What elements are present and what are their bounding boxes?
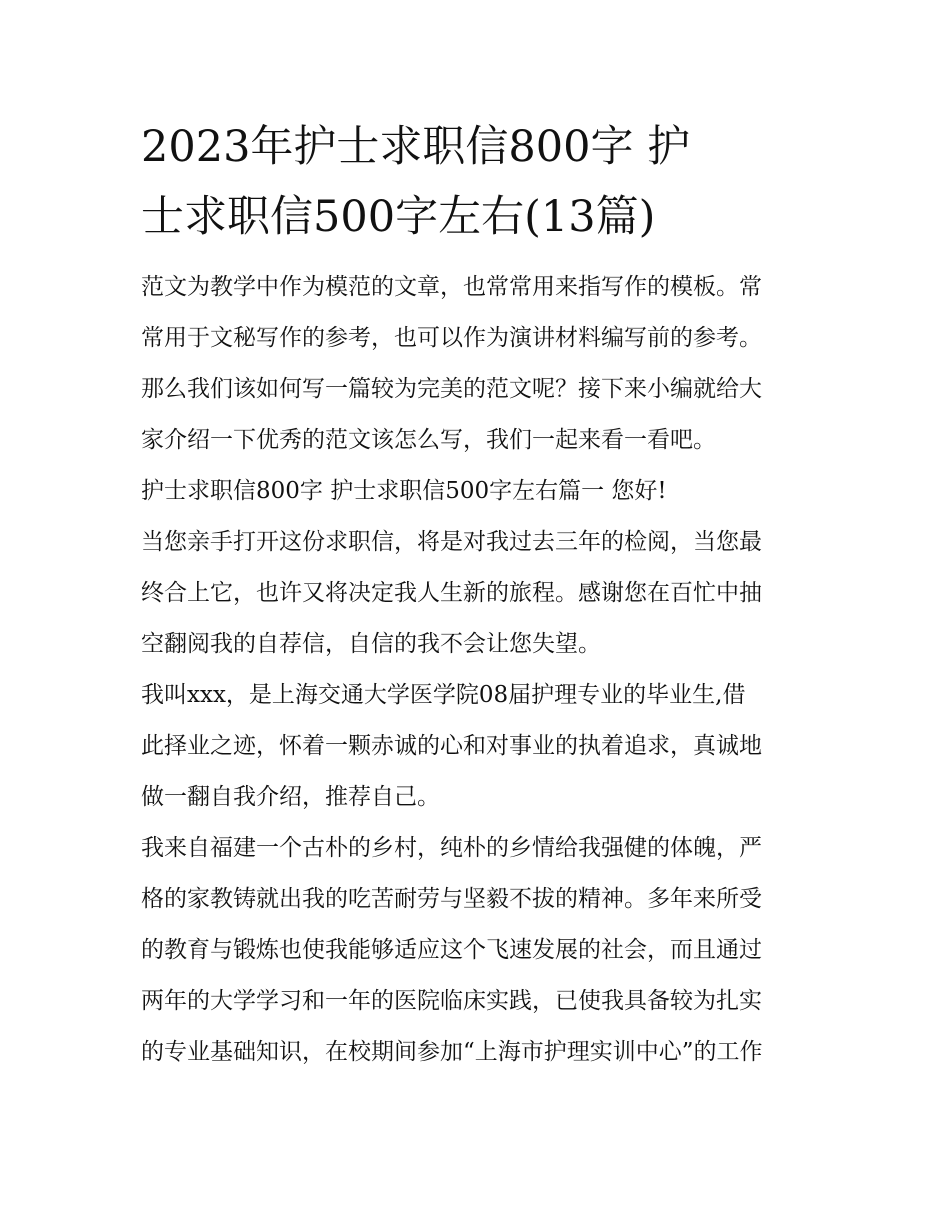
paragraph-line: 空翻阅我的自荐信，自信的我不会让您失望。	[141, 631, 601, 657]
paragraph-line: 护士求职信800字 护士求职信500字左右篇一 您好!	[141, 478, 667, 504]
document-content	[141, 112, 813, 1078]
section-heading-paragraph	[141, 466, 813, 517]
title-line: 2023年护士求职信800字 护	[141, 122, 691, 172]
paragraph-line: 那么我们该如何写一篇较为完美的范文呢？接下来小编就给大	[141, 376, 762, 402]
paragraph-line: 终合上它，也许又将决定我人生新的旅程。感谢您在百忙中抽	[141, 580, 762, 606]
paragraph-line: 我叫xxx，是上海交通大学医学院08届护理专业的毕业生,借	[141, 682, 746, 708]
document-title	[141, 112, 813, 252]
paragraph-line: 家介绍一下优秀的范文该怎么写，我们一起来看一看吧。	[141, 427, 716, 453]
body-paragraph	[141, 517, 813, 670]
paragraph-line: 当您亲手打开这份求职信，将是对我过去三年的检阅，当您最	[141, 529, 762, 555]
paragraph-line: 做一翻自我介绍，推荐自己。	[141, 784, 440, 810]
paragraph-line: 两年的大学学习和一年的医院临床实践，已使我具备较为扎实	[141, 988, 762, 1014]
paragraph-line: 范文为教学中作为模范的文章，也常常用来指写作的模板。常	[141, 274, 762, 300]
body-paragraph	[141, 670, 813, 823]
paragraph-line: 格的家教铸就出我的吃苦耐劳与坚毅不拔的精神。多年来所受	[141, 886, 762, 912]
paragraph-line: 的教育与锻炼也使我能够适应这个飞速发展的社会，而且通过	[141, 937, 762, 963]
paragraph-line: 的专业基础知识，在校期间参加“上海市护理实训中心”的工作	[141, 1039, 763, 1065]
paragraph-line: 我来自福建一个古朴的乡村，纯朴的乡情给我强健的体魄，严	[141, 835, 762, 861]
intro-paragraph	[141, 262, 813, 466]
paragraph-line: 此择业之迹，怀着一颗赤诚的心和对事业的执着追求，真诚地	[141, 733, 762, 759]
body-paragraph	[141, 823, 813, 1078]
title-line: 士求职信500字左右(13篇)	[141, 192, 656, 242]
paragraph-line: 常用于文秘写作的参考，也可以作为演讲材料编写前的参考。	[141, 325, 762, 351]
